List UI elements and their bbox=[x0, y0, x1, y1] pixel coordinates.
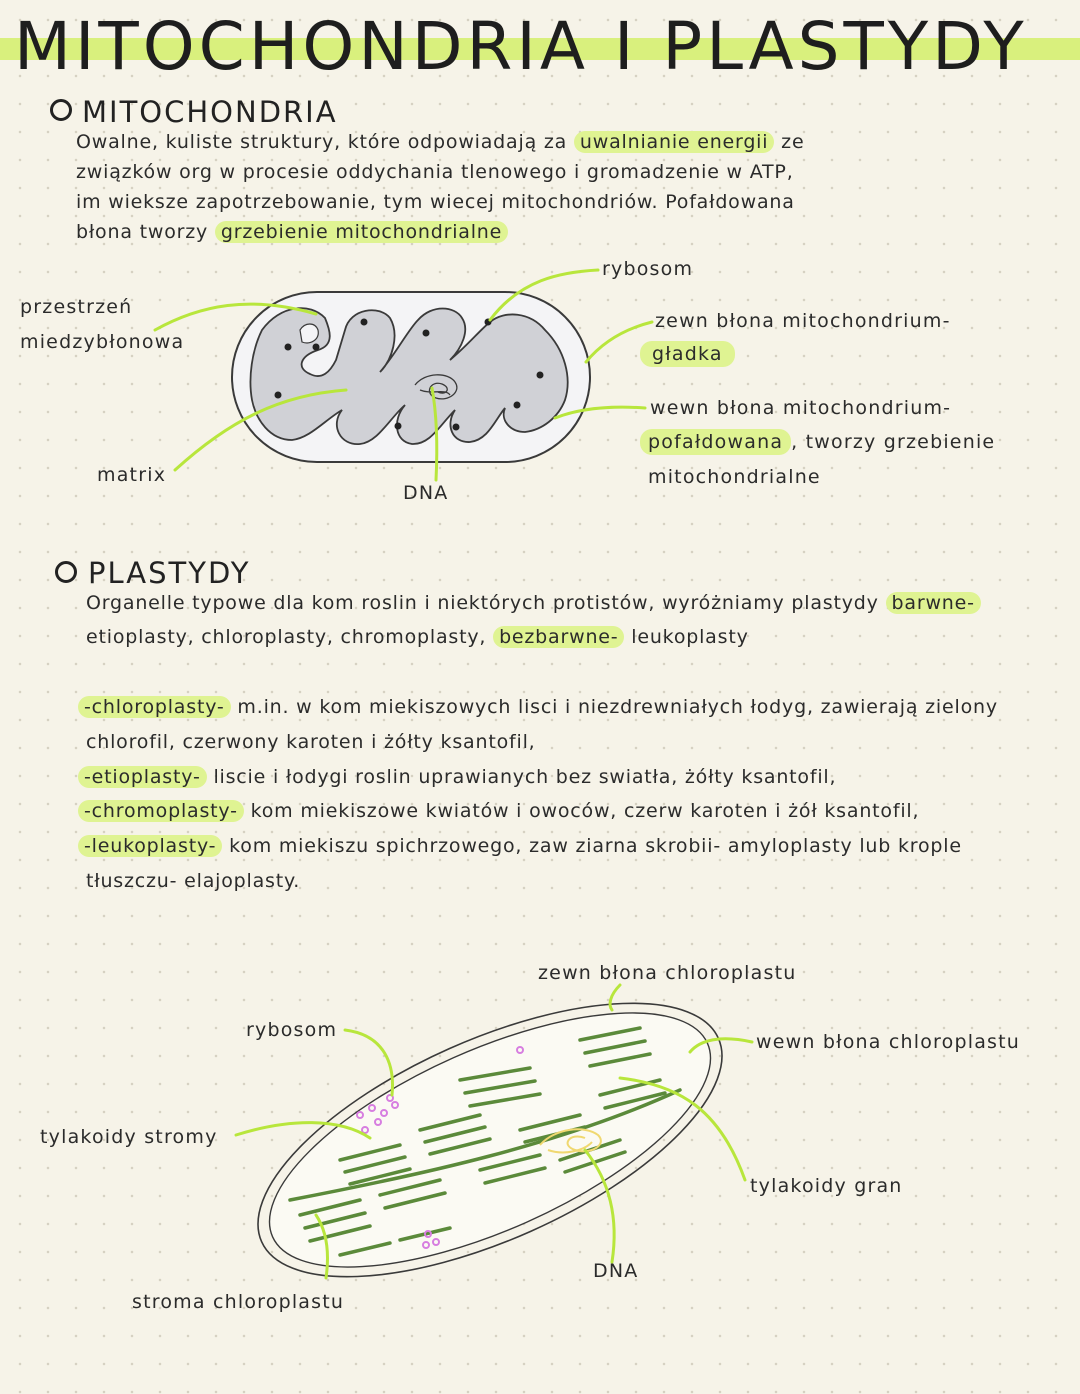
plast-list-line-2: chlorofil, czerwony karoten i żółty ksantofil, bbox=[86, 731, 536, 753]
label-rybosom-chloroplast: rybosom bbox=[246, 1019, 338, 1041]
label-dna-chloroplast: DNA bbox=[593, 1260, 639, 1282]
plast-heading: PLASTYDY bbox=[88, 556, 251, 590]
mito-text: Owalne, kuliste struktury, które odpowiadają za bbox=[76, 131, 574, 153]
plast-list-line-6: tłuszczu- elajoplasty. bbox=[86, 870, 301, 892]
mito-text: błona tworzy bbox=[76, 221, 215, 243]
mito-paragraph-line-3: im wieksze zapotrzebowanie, tym wiecej mitochondriów. Pofałdowana bbox=[76, 191, 795, 213]
mito-highlight-cristae: grzebienie mitochondrialne bbox=[215, 221, 508, 243]
label-dna: DNA bbox=[403, 482, 449, 504]
label-stroma-chloroplastu: stroma chloroplastu bbox=[132, 1291, 345, 1313]
highlight-etioplasty: -etioplasty- bbox=[78, 766, 207, 788]
label-matrix: matrix bbox=[97, 464, 167, 486]
label-tylakoidy-stromy: tylakoidy stromy bbox=[40, 1126, 218, 1148]
mito-paragraph-line-2: związków org w procesie oddychania tlenowego i gromadzenie w ATP, bbox=[76, 161, 794, 183]
mito-text: ze bbox=[774, 131, 805, 153]
label-zewn-blona-chloroplastu: zewn błona chloroplastu bbox=[538, 962, 797, 984]
label-miedzyblonowa: miedzybłonowa bbox=[20, 331, 185, 353]
mito-heading: MITOCHONDRIA bbox=[82, 95, 338, 129]
highlight-chloroplasty: -chloroplasty- bbox=[78, 696, 231, 718]
highlight-chromoplasty: -chromoplasty- bbox=[78, 800, 244, 822]
page-title: MITOCHONDRIA I PLASTYDY bbox=[14, 8, 1028, 85]
plast-highlight-barwne: barwne- bbox=[886, 592, 981, 614]
label-rybosom: rybosom bbox=[602, 258, 694, 280]
highlight-leukoplasty: -leukoplasty- bbox=[78, 835, 222, 857]
mito-highlight-energy: uwalnianie energii bbox=[574, 131, 774, 153]
label-tylakoidy-gran: tylakoidy gran bbox=[750, 1175, 903, 1197]
label-mitochondrialne: mitochondrialne bbox=[648, 466, 821, 488]
label-wewn-blona-chloroplastu: wewn błona chloroplastu bbox=[756, 1031, 1021, 1053]
plast-text: kom miekiszowe kwiatów i owoców, czerw karoten i żół ksantofil, bbox=[243, 800, 920, 822]
plast-highlight-bezbarwne: bezbarwne- bbox=[493, 626, 624, 648]
highlight-gladka: gładka bbox=[640, 341, 735, 367]
label-przestrzen: przestrzeń bbox=[20, 296, 133, 318]
plast-text: liscie i łodygi roslin uprawianych bez swiatła, żółty ksantofil, bbox=[206, 766, 837, 788]
plast-text: leukoplasty bbox=[624, 626, 749, 648]
plast-text: etioplasty, chloroplasty, chromoplasty, bbox=[86, 626, 494, 648]
plast-text: Organelle typowe dla kom roslin i niektórych protistów, wyróżniamy plastydy bbox=[86, 592, 886, 614]
label-wewn-blona: wewn błona mitochondrium- bbox=[650, 397, 952, 419]
plast-text: m.in. w kom miekiszowych lisci i niezdrewniałych łodyg, zawierają zielony bbox=[230, 696, 998, 718]
highlight-pofaldowana: pofałdowana bbox=[640, 429, 791, 455]
label-zewn-blona: zewn błona mitochondrium- bbox=[655, 310, 951, 332]
plast-text: kom miekiszu spichrzowego, zaw ziarna skrobii- amyloplasty lub krople bbox=[222, 835, 962, 857]
label-text: , tworzy grzebienie bbox=[791, 431, 996, 453]
